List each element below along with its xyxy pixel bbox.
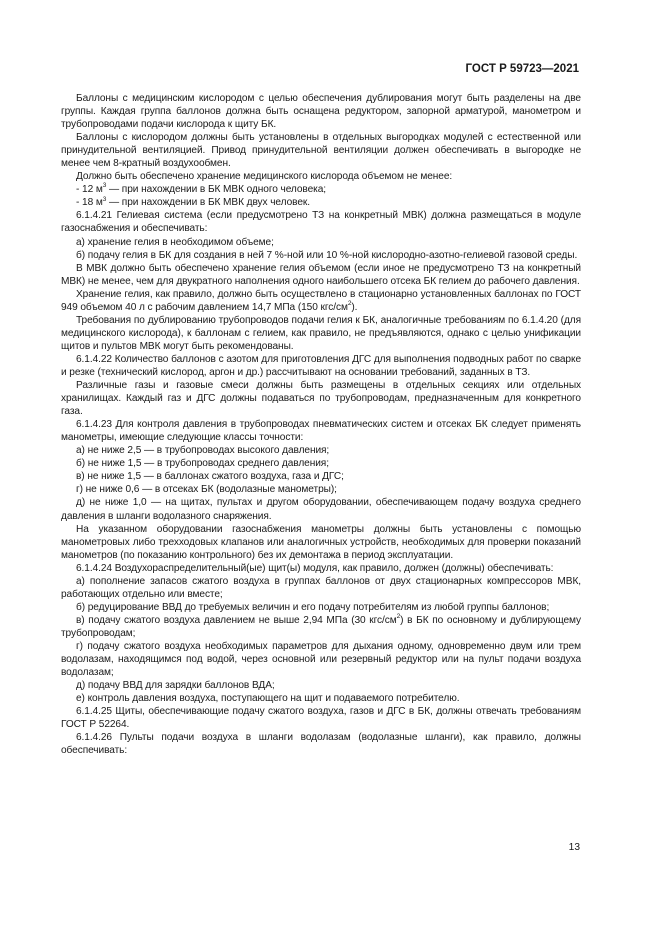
paragraph: 6.1.4.25 Щиты, обеспечивающие подачу сжатого воздуха, газов и ДГС в БК, должны отвечать требованиям ГОСТ Р 52264. [61, 706, 581, 731]
paragraph: 6.1.4.21 Гелиевая система (если предусмотрено ТЗ на конкретный МВК) должна размещаться в модуле газоснабжения и обеспечивать: [61, 210, 581, 235]
list-item: в) не ниже 1,5 — в баллонах сжатого воздуха, газа и ДГС; [76, 471, 344, 483]
paragraph: 6.1.4.22 Количество баллонов с азотом для приготовления ДГС для выполнения подводных работ по сварке и резке (технический кислород, аргон и др.) рассчитывают на основании требований, заданных в ТЗ. [61, 353, 581, 378]
list-item: г) подачу сжатого воздуха необходимых параметров для дыхания одному, одновременно двум или трем водолазам, находящимся под водой, через основной или резервный редуктор или на пульт подачи воздуха водолазам; [61, 640, 581, 679]
paragraph: Хранение гелия, как правило, должно быть осуществлено в стационарно установленных баллонах по ГОСТ 949 объемом 40 л с рабочим давлением 14,7 МПа (150 кгс/$см^2$). [61, 288, 581, 313]
paragraph: Баллоны с кислородом должны быть установлены в отдельных выгородках модулей с естественной или принудительной вентиляцией. Привод принудительной вентиляции должен обеспечивать в выгородке не менее чем 8-кратный воздухообмен. [61, 132, 581, 170]
list-item: б) подачу гелия в БК для создания в ней 7 %-ной или 10 %-ной кислородно-азотно-гелиевой газовой среды. [76, 249, 578, 261]
body-text [61, 92, 581, 757]
paragraph: В МВК должно быть обеспечено хранение гелия объемом (если иное не предусмотрено ТЗ на конкретный МВК) не менее, чем для двукратного наполнения одного наибольшего отсека БК гелием до рабочего давления. [61, 262, 581, 287]
paragraph: На указанном оборудовании газоснабжения манометры должны быть установлены с помощью манометровых либо трехходовых клапанов или аналогичных устройств, необходимых для проверки показаний манометров (по показанию контрольного) без их демонтажа в период эксплуатации. [61, 523, 581, 561]
paragraph: 6.1.4.24 Воздухораспределительный(ые) щит(ы) модуля, как правило, должен (должны) обеспечивать: [76, 562, 554, 574]
list-item: - 18 $м^3$ — при нахождении в БК МВК двух человек. [76, 195, 310, 209]
list-item: г) не ниже 0,6 — в отсеках БК (водолазные манометры); [76, 484, 337, 496]
list-item: д) подачу ВВД для зарядки баллонов ВДА; [76, 680, 275, 692]
paragraph: Должно быть обеспечено хранение медицинского кислорода объемом не менее: [76, 171, 453, 183]
list-item: а) не ниже 2,5 — в трубопроводах высокого давления; [76, 445, 330, 457]
paragraph: Требования по дублированию трубопроводов подачи гелия к БК, аналогичные требованиям по 6.1.4.20 (для медицинского кислорода), к баллонам с гелием, как правило, не предъявляются, однако с целью унификации щитов и пультов МВК могут быть рекомендованы. [61, 314, 581, 352]
list-item: б) редуцирование ВВД до требуемых величин и его подачу потребителям из любой группы баллонов; [76, 601, 550, 613]
list-item: а) хранение гелия в необходимом объеме; [76, 236, 274, 248]
paragraph: Различные газы и газовые смеси должны быть размещены в отдельных секциях или отдельных хранилищах. Каждый газ и ДГС должны подаваться по трубопроводам, предназначенным для конкретного газа. [61, 380, 581, 418]
list-item: в) подачу сжатого воздуха давлением не выше 2,94 МПа (30 кгс/$см^2$) в БК по основному и дублирующему трубопроводам; [61, 613, 581, 639]
page-number: 13 [568, 842, 580, 853]
list-item: б) не ниже 1,5 — в трубопроводах среднего давления; [76, 458, 329, 470]
paragraph: 6.1.4.26 Пульты подачи воздуха в шланги водолазам (водолазные шланги), как правило, должны обеспечивать: [61, 732, 581, 757]
standard-header: ГОСТ Р 59723—2021 [465, 63, 579, 75]
list-item: е) контроль давления воздуха, поступающего на щит и подаваемого потребителю. [76, 693, 460, 705]
list-item: д) не ниже 1,0 — на щитах, пультах и другом оборудовании, обеспечивающем подачу воздуха среднего давления в шланги водолазного снаряжения. [61, 497, 581, 522]
paragraph: 6.1.4.23 Для контроля давления в трубопроводах пневматических систем и отсеках БК следует применять манометры, имеющие следующие классы точности: [61, 419, 581, 444]
paragraph: Баллоны с медицинским кислородом с целью обеспечения дублирования могут быть разделены на две группы. Каждая группа баллонов должна быть оснащена редуктором, запорной арматурой, манометром и трубопроводами подачи кислорода к щиту БК. [61, 93, 581, 131]
list-item: а) пополнение запасов сжатого воздуха в группах баллонов от двух стационарных компрессоров МВК, работающих отдельно или вместе; [61, 575, 581, 600]
list-item: - 12 $м^3$ — при нахождении в БК МВК одного человека; [76, 182, 327, 196]
